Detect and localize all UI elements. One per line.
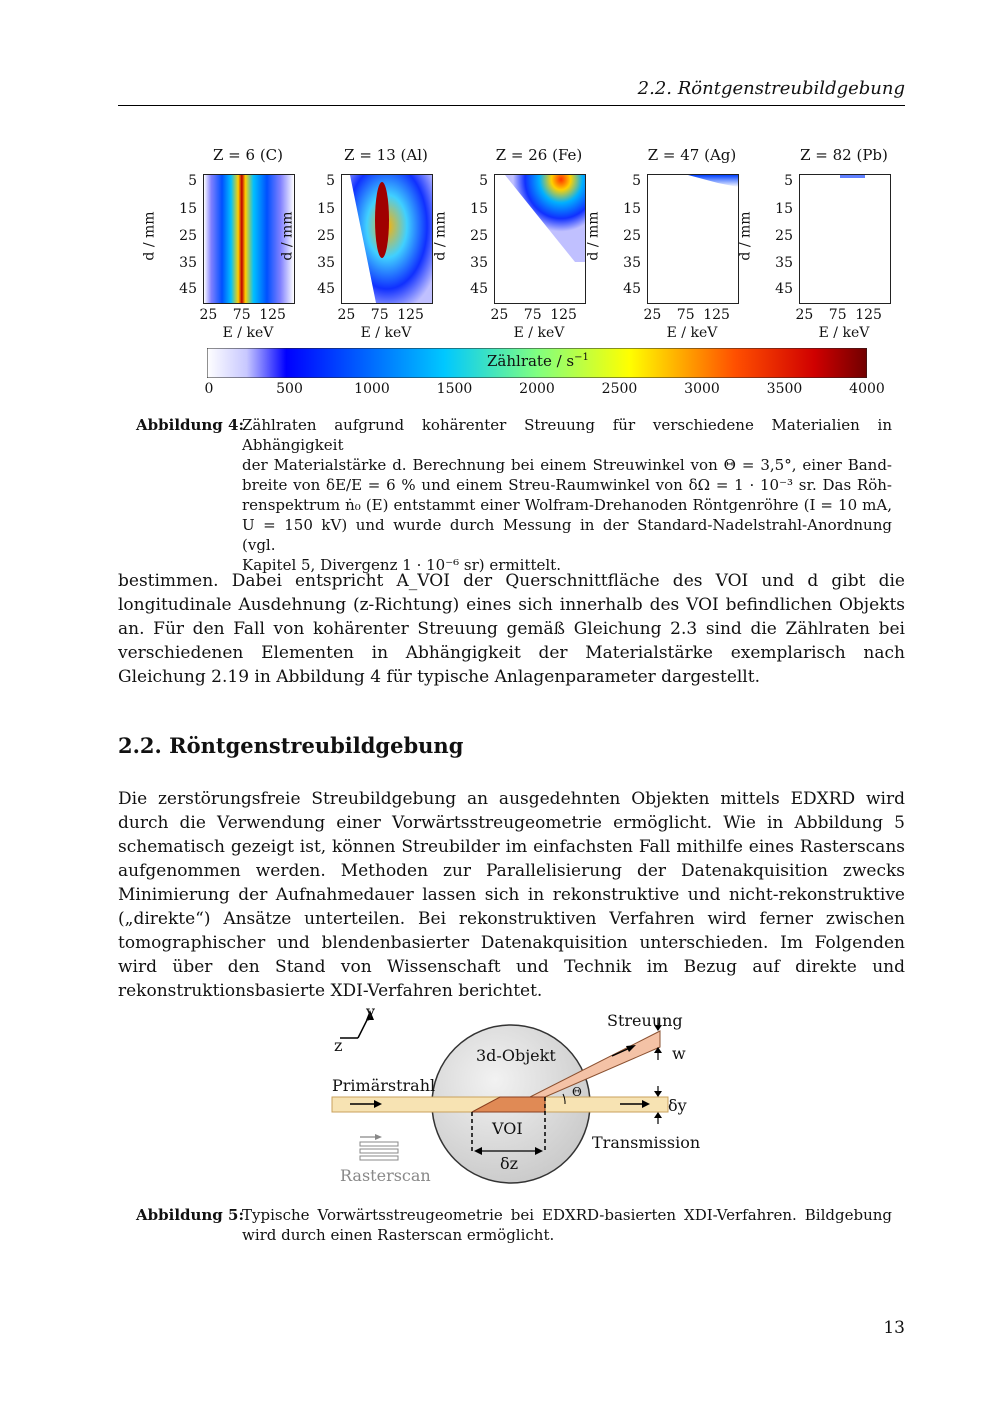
colorbar-label: Zählrate / $s^{-1}$ <box>487 352 589 370</box>
y-tick-label: 45 <box>317 281 335 298</box>
panel-title: Z = 13 (Al) <box>344 146 428 164</box>
caption-line: breite von δE/E = 6 % und einem Streu-Raumwinkel von δΩ = 1 · 10⁻³ sr. Das Röh- <box>242 476 892 494</box>
y-tick-label: 45 <box>775 281 793 298</box>
w-label: w <box>672 1044 686 1063</box>
x-tick-label: 25 <box>490 307 509 323</box>
colorbar-tick-label: 0 <box>204 381 214 397</box>
x-tick-label: 25 <box>643 307 662 323</box>
x-axis-label: E / keV <box>513 325 565 341</box>
x-tick-label: 75 <box>828 307 847 323</box>
heatmap-plot <box>341 174 433 304</box>
y-tick-label: 5 <box>784 172 793 189</box>
y-tick-label: 15 <box>623 200 641 217</box>
x-axis-label: E / keV <box>360 325 412 341</box>
panel-title: Z = 82 (Pb) <box>800 146 888 164</box>
y-tick-label: 35 <box>470 254 488 271</box>
y-tick-label: 15 <box>470 200 488 217</box>
rasterscan-label: Rasterscan <box>340 1166 431 1185</box>
colorbar-tick-label: 1500 <box>436 381 473 397</box>
y-axis-label: d / mm <box>432 211 449 261</box>
caption-line: U = 150 kV) und wurde durch Messung in der Standard-Nadelstrahl-Anordnung (vgl. <box>242 516 892 554</box>
y-tick-label: 35 <box>623 254 641 271</box>
y-tick-label: 25 <box>317 227 335 244</box>
y-tick-label: 15 <box>179 200 197 217</box>
x-tick-label: 125 <box>259 307 286 323</box>
primary-beam-label: Primärstrahl <box>332 1076 436 1095</box>
panel-title: Z = 47 (Ag) <box>647 146 737 164</box>
caption-line: wird durch einen Rasterscan ermöglicht. <box>242 1226 555 1244</box>
figure-4-caption-label: Abbildung 4: <box>136 416 244 434</box>
caption-line: renspektrum ṅ₀ (E) entstammt einer Wolfram-Drehanoden Röntgenröhre (I = 10 mA, <box>242 496 892 514</box>
figure-5 <box>320 1000 720 1195</box>
heatmap-plot <box>799 174 891 304</box>
y-tick-label: 35 <box>775 254 793 271</box>
y-tick-label: 5 <box>632 172 641 189</box>
header-rule <box>118 105 905 106</box>
x-tick-label: 75 <box>676 307 695 323</box>
x-tick-label: 75 <box>523 307 542 323</box>
section-heading: 2.2. Röntgenstreubildgebung <box>118 733 464 758</box>
y-tick-label: 45 <box>623 281 641 298</box>
x-tick-label: 25 <box>337 307 356 323</box>
y-axis-label: d / mm <box>141 211 158 261</box>
object-label: 3d-Objekt <box>476 1046 556 1065</box>
figure-5-caption-label: Abbildung 5: <box>136 1206 244 1224</box>
y-tick-label: 15 <box>775 200 793 217</box>
y-tick-label: 5 <box>326 172 335 189</box>
x-tick-label: 75 <box>232 307 251 323</box>
panel-title: Z = 6 (C) <box>212 146 284 164</box>
colorbar-tick-label: 2500 <box>601 381 638 397</box>
axis-z-label: z <box>334 1036 343 1055</box>
caption-line: Typische Vorwärtsstreugeometrie bei EDXRD-basierten XDI-Verfahren. Bildgebung <box>242 1206 892 1224</box>
colorbar <box>207 348 867 378</box>
x-tick-label: 125 <box>855 307 882 323</box>
x-axis-label: E / keV <box>818 325 870 341</box>
panel-title: Z = 26 (Fe) <box>495 146 583 164</box>
x-tick-label: 125 <box>550 307 577 323</box>
y-tick-label: 25 <box>179 227 197 244</box>
x-axis-label: E / keV <box>222 325 274 341</box>
heatmap-plot <box>647 174 739 304</box>
x-tick-label: 25 <box>795 307 814 323</box>
caption-line: Kapitel 5, Divergenz 1 · 10⁻⁶ sr) ermittelt. <box>242 556 561 574</box>
colorbar-tick-label: 3500 <box>766 381 803 397</box>
colorbar-tick-label: 4000 <box>849 381 885 397</box>
y-tick-label: 45 <box>470 281 488 298</box>
caption-line: der Materialstärke d. Berechnung bei einem Streuwinkel von Θ = 3,5°, einer Band- <box>242 456 892 474</box>
x-tick-label: 125 <box>703 307 730 323</box>
dz-label: δz <box>500 1154 519 1173</box>
paragraph-2: Die zerstörungsfreie Streubildgebung an ausgedehnten Objekten mittels EDXRD wird durch die Verwendung einer Vorwärtsstreugeometrie ermöglicht. Wie in Abbildung 5 schematisch gezeigt ist, können Streubilder im einfachsten Fall mithilfe eines Rasterscans aufgenommen werden. Methoden zur Parallelisierung der Datenakquisition zwecks Minimierung der Aufnahmedauer lassen sich in rekonstruktive und nicht-rekonstruktive („direkte“) Ansätze unterteilen. Bei rekonstruktiven Verfahren wird ferner zwischen tomographischer und blendenbasierter Datenakquisition unterschieden. Im Folgenden wird über den Stand von Wissenschaft und Technik im Bezug auf direkte und rekonstruktionsbasierte XDI-Verfahren berichtet. <box>118 789 905 1001</box>
y-tick-label: 35 <box>179 254 197 271</box>
caption-line: Zählraten aufgrund kohärenter Streuung für verschiedene Materialien in Abhängigkeit <box>242 416 892 454</box>
running-header: 2.2. Röntgenstreubildgebung <box>637 78 905 99</box>
y-tick-label: 35 <box>317 254 335 271</box>
x-axis-label: E / keV <box>666 325 718 341</box>
x-tick-label: 25 <box>199 307 218 323</box>
voi-label: VOI <box>492 1119 523 1138</box>
colorbar-tick-label: 3000 <box>684 381 720 397</box>
heatmap-plot <box>494 174 586 304</box>
colorbar-tick-label: 2000 <box>519 381 555 397</box>
y-tick-label: 5 <box>188 172 197 189</box>
paragraph-1: bestimmen. Dabei entspricht A_VOI der Querschnittfläche des VOI und d gibt die longitudinale Ausdehnung (z-Richtung) eines sich innerhalb des VOI befindlichen Objekts an. Für den Fall von kohärenter Streuung gemäß Gleichung 2.3 sind die Zählraten bei verschiedenen Elementen in Abhängigkeit der Materialstärke exemplarisch nach Gleichung 2.19 in Abbildung 4 für typische Anlagenparameter dargestellt. <box>118 571 905 687</box>
x-tick-label: 75 <box>370 307 389 323</box>
y-axis-label: d / mm <box>279 211 296 261</box>
dy-label: δy <box>668 1096 687 1115</box>
page-number: 13 <box>883 1318 905 1338</box>
y-tick-label: 5 <box>479 172 488 189</box>
y-tick-label: 45 <box>179 281 197 298</box>
y-tick-label: 25 <box>775 227 793 244</box>
colorbar-tick-label: 500 <box>276 381 303 397</box>
transmission-label: Transmission <box>592 1133 701 1152</box>
y-tick-label: 25 <box>470 227 488 244</box>
y-tick-label: 25 <box>623 227 641 244</box>
scatter-label: Streuung <box>607 1011 683 1030</box>
colorbar-tick-label: 1000 <box>354 381 390 397</box>
x-tick-label: 125 <box>397 307 424 323</box>
axis-y-label: y <box>366 1002 376 1021</box>
y-tick-label: 15 <box>317 200 335 217</box>
theta-label: Θ <box>572 1085 582 1099</box>
y-axis-label: d / mm <box>737 211 754 261</box>
y-axis-label: d / mm <box>585 211 602 261</box>
